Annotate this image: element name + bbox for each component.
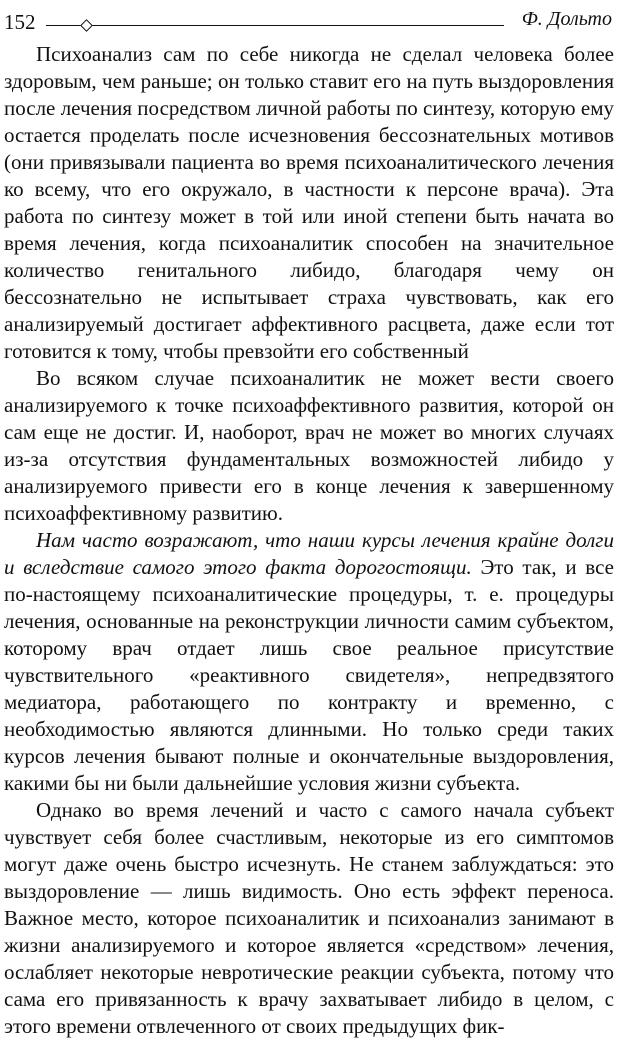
- paragraph: [4, 797, 614, 1040]
- running-head-author: Ф. Дольто: [521, 8, 612, 30]
- paragraph-text: Однако во время лечений и часто с самого начала субъект чувствует себя более счастливым, некоторые из его симптомов могут даже очень быстро исчезнуть. Не станем заблуждаться: это выздоровление — лишь видимость. Оно есть эффект переноса. Важное место, которое психоаналитик и психоанализ занимают в жизни анализируемого и которое является «средством» лечения, ослабляет некоторые невротические реакции субъекта, потому что сама его привязанность к врачу захватывает либидо в целом, с этого времени отвлеченного от своих предыдущих фик-: [4, 798, 614, 1038]
- paragraph: [4, 41, 614, 365]
- diamond-ornament-icon: [80, 19, 93, 32]
- page-number: 152: [4, 10, 36, 34]
- paragraph-text: Во всяком случае психоаналитик не может вести своего анализируемого к точке психоаффективного развития, которой он сам еще не достиг. И, наоборот, врач не может во многих случаях из-за отсутствия фундаментальных возможностей либидо у анализируемого привести его в конце лечения к завершенному психоаффективному развитию.: [4, 366, 614, 525]
- body-text: [4, 41, 614, 1040]
- paragraph-text: Это так, и все по-настоящему психоаналитические процедуры, т. е. процедуры лечения, основанные на реконструкции личности самим субъектом, которому врач отдает лишь свое реальное присутствие чувствительного «реактивного свидетеля», непредвзятого медиатора, работающего по контракту и временно, с необходимостью являются длинными. Но только среди таких курсов лечения бывают полные и окончательные выздоровления, какими бы ни были дальнейшие условия жизни субъекта.: [4, 555, 614, 795]
- header-rule: [46, 25, 504, 26]
- paragraph-italic-lead: Нам часто возражают, что наши курсы лечения крайне долги и вследствие самого этого факта дорогостоящи.: [4, 528, 614, 579]
- paragraph-text: Психоанализ сам по себе никогда не сделал человека более здоровым, чем раньше; он только ставит его на путь выздоровления после лечения посредством личной работы по синтезу, которую ему остается проделать после исчезновения бессознательных мотивов (они привязывали пациента во время психоаналитического лечения ко всему, что его окружало, в частности к персоне врача). Эта работа по синтезу может в той или иной степени быть начата во время лечения, когда психоаналитик способен на значительное количество генитального либидо, благодаря чему он бессознательно не испытывает страха чувствовать, как его анализируемый достигает аффективного расцвета, даже если тот готовится к тому, чтобы превзойти его собственный: [4, 42, 614, 363]
- paragraph: [4, 527, 614, 797]
- paragraph: [4, 365, 614, 527]
- page-header: [0, 0, 620, 40]
